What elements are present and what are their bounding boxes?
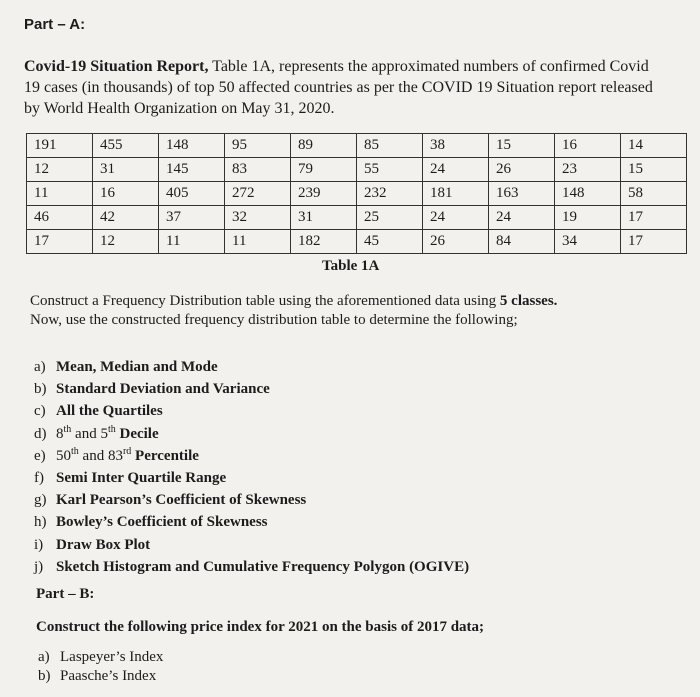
item-text: Mean, Median and Mode	[56, 359, 218, 375]
table-cell: 24	[423, 206, 489, 230]
item-letter: b)	[38, 668, 51, 684]
item-text: Sketch Histogram and Cumulative Frequency Polygon (OGIVE)	[56, 558, 470, 575]
list-item	[34, 556, 469, 578]
table-cell: 45	[357, 230, 423, 254]
table-cell: 25	[357, 206, 423, 230]
table-cell: 16	[93, 182, 159, 206]
list-item	[34, 534, 469, 556]
list-item	[34, 489, 469, 511]
construct-instructions	[30, 292, 557, 330]
item-keyword: Percentile	[131, 447, 199, 464]
table-cell: 84	[489, 230, 555, 254]
item-letter: d)	[34, 425, 47, 442]
table-cell: 17	[27, 230, 93, 254]
table-cell: 83	[225, 158, 291, 182]
item-text: All the Quartiles	[56, 403, 163, 420]
ordinal-suffix: th	[107, 423, 116, 435]
ordinal-number: 50	[56, 447, 71, 464]
table-cell: 405	[159, 182, 225, 206]
table-cell: 15	[489, 134, 555, 158]
table-cell: 17	[621, 206, 687, 230]
table-cell: 24	[489, 206, 555, 230]
table-cell: 19	[555, 206, 621, 230]
table-cell: 17	[621, 230, 687, 254]
table-cell: 26	[423, 230, 489, 254]
list-item	[34, 511, 469, 533]
table-cell: 58	[621, 182, 687, 206]
list-item	[34, 400, 469, 422]
item-text: Bowley’s Coefficient of Skewness	[56, 514, 268, 531]
item-letter: a)	[38, 649, 50, 665]
item-letter: a)	[34, 359, 46, 375]
table-cell: 31	[93, 158, 159, 182]
ordinal-number: 8	[56, 425, 64, 442]
table-cell: 24	[423, 158, 489, 182]
item-letter: b)	[34, 381, 47, 398]
ordinal-suffix: th	[71, 445, 79, 457]
intro-paragraph	[24, 56, 700, 119]
part-b-instructions: Construct the following price index for 2021 on the basis of 2017 data;	[36, 619, 485, 635]
intro-line-1	[24, 56, 700, 77]
table-cell: 272	[225, 182, 291, 206]
table-cell: 232	[357, 182, 423, 206]
list-item	[34, 467, 469, 489]
item-text	[56, 445, 199, 464]
item-letter: c)	[34, 403, 46, 420]
data-table-container	[26, 133, 686, 254]
item-letter: f)	[34, 469, 44, 486]
ordinal-suffix: th	[63, 423, 72, 435]
intro-line-1-rest: Table 1A, represents the approximated numbers of confirmed Covid	[208, 58, 649, 75]
table-cell: 191	[27, 134, 93, 158]
item-keyword: Decile	[115, 425, 159, 442]
table-cell: 11	[159, 230, 225, 254]
table-row	[27, 158, 687, 182]
table-cell: 31	[291, 206, 357, 230]
ordinal-number: and 5	[71, 425, 108, 442]
construct-line-2: Now, use the constructed frequency distribution table to determine the following;	[30, 312, 518, 328]
table-cell: 163	[489, 182, 555, 206]
construct-line-1-text: Construct a Frequency Distribution table using the aforementioned data using	[30, 293, 500, 309]
table-cell: 46	[27, 206, 93, 230]
table-cell: 14	[621, 134, 687, 158]
part-b-heading: Part – B:	[36, 586, 95, 602]
table-cell: 42	[93, 206, 159, 230]
list-item	[38, 667, 163, 686]
table-cell: 11	[225, 230, 291, 254]
table-cell: 37	[159, 206, 225, 230]
table-cell: 239	[291, 182, 357, 206]
table-cell: 148	[555, 182, 621, 206]
table-cell: 34	[555, 230, 621, 254]
data-table	[26, 133, 687, 254]
item-letter: e)	[34, 447, 46, 464]
item-letter: i)	[34, 536, 44, 553]
table-cell: 12	[93, 230, 159, 254]
item-text: Paasche’s Index	[60, 668, 157, 684]
table-cell: 55	[357, 158, 423, 182]
table-cell: 89	[291, 134, 357, 158]
table-cell: 145	[159, 158, 225, 182]
table-cell: 148	[159, 134, 225, 158]
intro-line-2: 19 cases (in thousands) of top 50 affected countries as per the COVID 19 Situation report released	[24, 79, 653, 96]
table-cell: 181	[423, 182, 489, 206]
ordinal-suffix: rd	[122, 445, 132, 457]
table-cell: 38	[423, 134, 489, 158]
list-item	[34, 356, 469, 378]
table-cell: 12	[27, 158, 93, 182]
item-text: Karl Pearson’s Coefficient of Skewness	[56, 492, 307, 509]
table-cell: 455	[93, 134, 159, 158]
list-item	[34, 445, 469, 467]
table-row	[27, 206, 687, 230]
list-item	[34, 423, 469, 445]
construct-line-1	[30, 292, 557, 311]
report-title: Covid-19 Situation Report,	[24, 58, 209, 75]
item-text: Draw Box Plot	[56, 536, 151, 553]
item-letter: j)	[34, 558, 44, 575]
table-cell: 26	[489, 158, 555, 182]
item-text: Semi Inter Quartile Range	[56, 469, 227, 486]
list-item	[34, 378, 469, 400]
table-cell: 32	[225, 206, 291, 230]
item-text: Standard Deviation and Variance	[56, 381, 270, 398]
table-cell: 11	[27, 182, 93, 206]
intro-line-3: by World Health Organization on May 31, 2020.	[24, 100, 335, 117]
item-letter: h)	[34, 514, 47, 531]
table-cell: 95	[225, 134, 291, 158]
list-item	[38, 648, 163, 667]
item-letter: g)	[34, 492, 47, 509]
table-cell: 85	[357, 134, 423, 158]
table-caption: Table 1A	[322, 258, 380, 274]
table-cell: 15	[621, 158, 687, 182]
table-cell: 23	[555, 158, 621, 182]
table-cell: 182	[291, 230, 357, 254]
table-row	[27, 230, 687, 254]
item-text: Laspeyer’s Index	[60, 649, 164, 665]
item-text	[56, 423, 159, 442]
class-count: 5 classes.	[499, 293, 558, 309]
part-a-heading: Part – A:	[24, 16, 86, 33]
ordinal-number: and 83	[78, 447, 123, 464]
table-row	[27, 182, 687, 206]
part-b-list	[38, 648, 163, 686]
table-cell: 79	[291, 158, 357, 182]
question-list	[34, 356, 469, 578]
table-row	[27, 134, 687, 158]
table-cell: 16	[555, 134, 621, 158]
